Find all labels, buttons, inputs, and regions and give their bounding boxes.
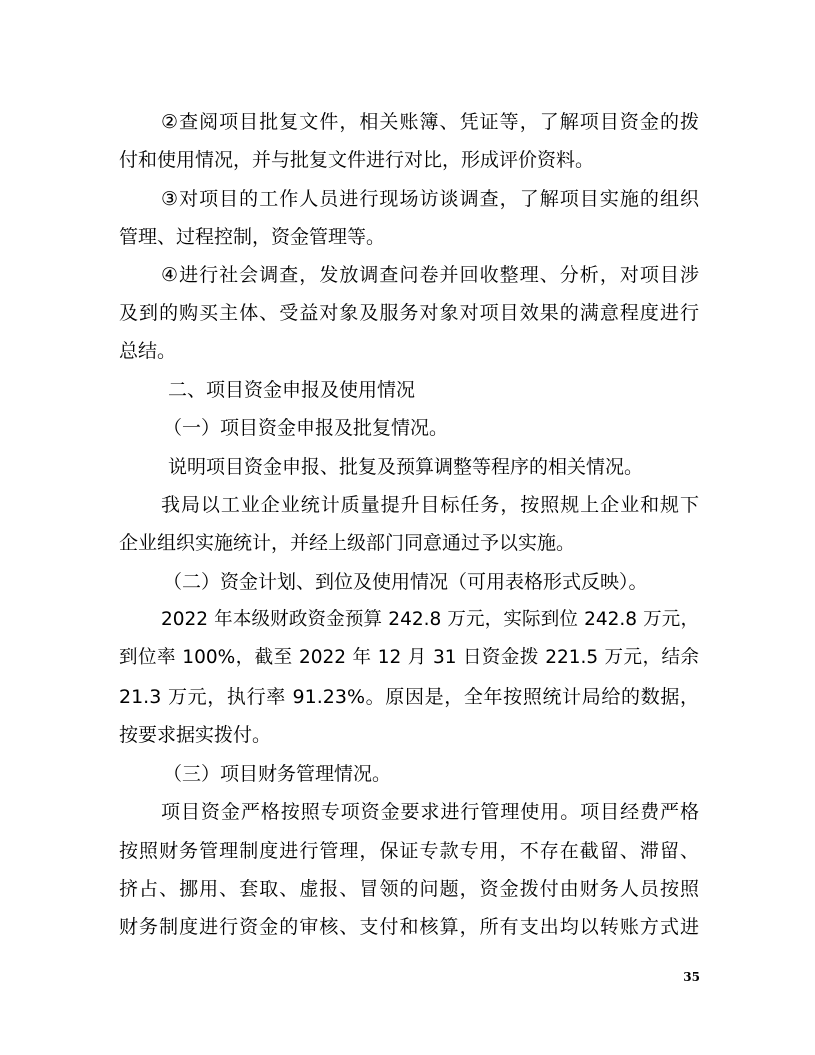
text-line: 付和使用情况，并与批复文件进行对比，形成评价资料。 — [119, 149, 595, 171]
text-line: 按照财务管理制度进行管理，保证专款专用，不存在截留、滞留、 — [119, 840, 699, 862]
text-line: ③对项目的工作人员进行现场访谈调查，了解项目实施的组织 — [161, 188, 699, 210]
text-line: 财务制度进行资金的审核、支付和核算，所有支出均以转账方式进 — [119, 916, 699, 938]
text-line: ②查阅项目批复文件，相关账簿、凭证等，了解项目资金的拨 — [161, 111, 699, 133]
text-line: 2022 年本级财政资金预算 242.8 万元，实际到位 242.8 万元， — [161, 609, 699, 630]
text-line: 挤占、挪用、套取、虚报、冒领的问题，资金拨付由财务人员按照 — [119, 878, 699, 900]
section-heading: 二、项目资金申报及使用情况 — [168, 379, 416, 401]
text-line: 及到的购买主体、受益对象及服务对象对项目效果的满意程度进行 — [119, 302, 699, 324]
text-line: ④进行社会调查，发放调查问卷并回收整理、分析，对项目涉 — [161, 264, 699, 286]
text-line: 21.3 万元，执行率 91.23%。原因是，全年按照统计局给的数据， — [119, 686, 699, 708]
text-line: 企业组织实施统计，并经上级部门同意通过予以实施。 — [119, 532, 576, 554]
text-line: 到位率 100%，截至 2022 年 12 月 31 日资金拨 221.5 万元，结余 — [119, 647, 699, 668]
page-number: 35 — [683, 970, 700, 984]
text-line: 管理、过程控制，资金管理等。 — [119, 226, 386, 248]
text-line: 项目资金严格按照专项资金要求进行管理使用。项目经费严格 — [161, 801, 699, 823]
subsection-heading: （二）资金计划、到位及使用情况（可用表格形式反映）。 — [163, 571, 648, 593]
text-line: 我局以工业企业统计质量提升目标任务，按照规上企业和规下 — [161, 494, 699, 516]
subsection-heading: （一）项目资金申报及批复情况。 — [163, 417, 449, 439]
text-line: 按要求据实拨付。 — [119, 724, 272, 746]
subsection-heading: （三）项目财务管理情况。 — [163, 763, 392, 785]
text-line: 说明项目资金申报、批复及预算调整等程序的相关情况。 — [168, 456, 644, 478]
text-line: 总结。 — [119, 340, 177, 362]
